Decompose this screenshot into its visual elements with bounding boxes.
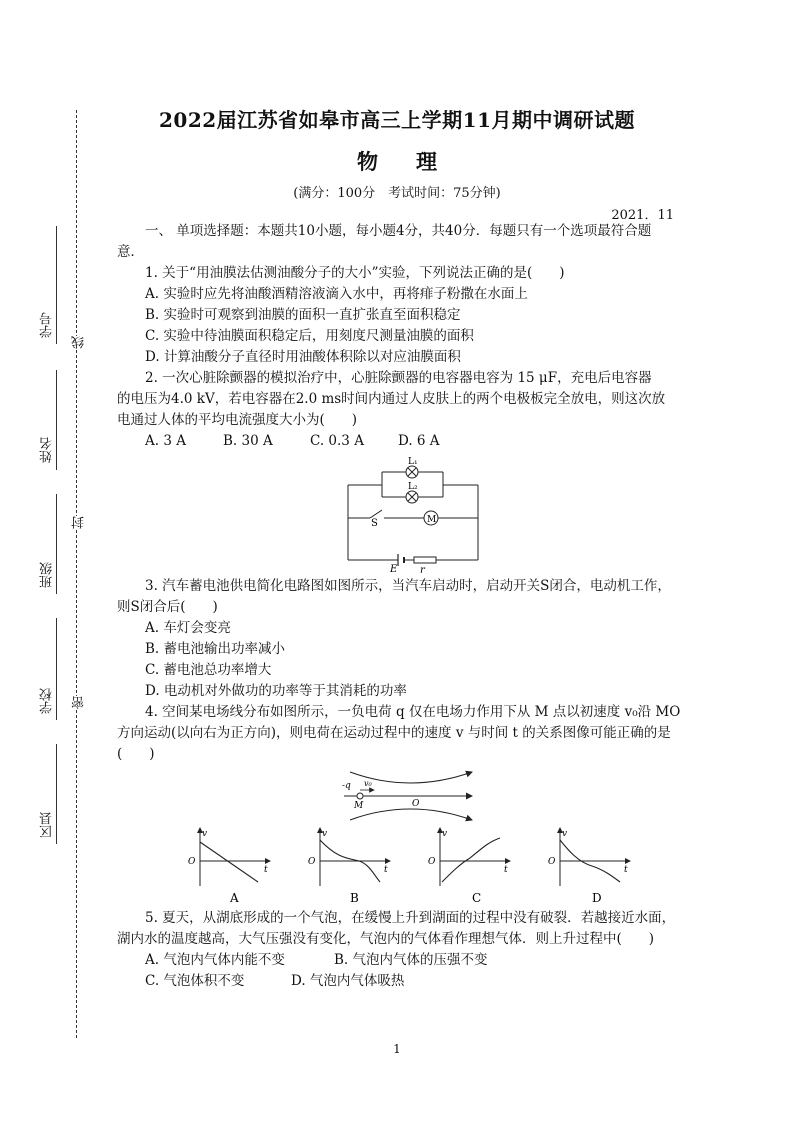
switch-label: S bbox=[371, 518, 378, 529]
circuit-diagram bbox=[340, 452, 490, 576]
graph-b-t-label: t bbox=[384, 865, 388, 875]
graph-d-origin: O bbox=[548, 857, 556, 867]
q5-option-a: A. 气泡内气体内能不变 bbox=[145, 952, 285, 968]
exam-title: 2022届江苏省如皋市高三上学期11月期中调研试题 bbox=[159, 108, 635, 132]
lamp-l1 bbox=[406, 466, 418, 478]
q2-option-c: C. 0.3 A bbox=[310, 433, 364, 449]
resistance-label: r bbox=[420, 565, 425, 576]
q1-stem: 1. 关于“用油膜法估测油酸分子的大小”实验，下列说法正确的是( ) bbox=[145, 265, 565, 281]
motor-label: M bbox=[427, 515, 437, 525]
q1-option-c: C. 实验中待油膜面积稳定后，用刻度尺测量油膜的面积 bbox=[145, 328, 474, 344]
q1-option-a: A. 实验时应先将油酸酒精溶液滴入水中，再将痱子粉撒在水面上 bbox=[145, 286, 528, 302]
field-line-bottom bbox=[350, 809, 472, 820]
q2-stem-line2: 的电压为4.0 kV，若电容器在2.0 ms时间内通过人皮肤上的两个电极板完全放电，则这次放 bbox=[117, 391, 666, 407]
graph-a-label: A bbox=[230, 891, 239, 905]
l1-label: L₁ bbox=[408, 457, 418, 467]
graph-c-curve bbox=[442, 838, 500, 882]
graph-b-v-label: v bbox=[322, 829, 328, 839]
exam-date: 2021．11 bbox=[611, 208, 674, 223]
binding-dashed-line bbox=[76, 110, 77, 1038]
class-label: 班级 bbox=[40, 562, 55, 588]
seal-mark-seal: 封 bbox=[72, 516, 87, 529]
q4-stem-line1: 4. 空间某电场线分布如图所示，一负电荷 q 仅在电场力作用下从 M 点以初速度 v₀沿 MO bbox=[145, 704, 681, 720]
graph-d-t-label: t bbox=[624, 865, 628, 875]
seal-mark-line: 线 bbox=[72, 336, 87, 349]
q3-option-d: D. 电动机对外做功的功率等于其消耗的功率 bbox=[145, 683, 407, 699]
q5-stem-line2: 湖内水的温度越高，大气压强没有变化，气泡内的气体看作理想气体．则上升过程中( ) bbox=[117, 931, 655, 947]
q2-stem-line3: 电通过人体的平均电流强度大小为( ) bbox=[117, 412, 358, 428]
l2-label: L₂ bbox=[408, 482, 418, 492]
q3-stem-line1: 3. 汽车蓄电池供电简化电路图如图所示，当汽车启动时，启动开关S闭合，电动机工作， bbox=[145, 578, 671, 594]
q5-option-d: D. 气泡内气体吸热 bbox=[291, 973, 405, 989]
q5-stem-line1: 5. 夏天，从湖底形成的一个气泡，在缓慢上升到湖面的过程中没有破裂．若越接近水面， bbox=[145, 910, 676, 926]
graph-d-label: D bbox=[592, 891, 602, 905]
section-heading-cont: 意． bbox=[117, 244, 144, 260]
q2-option-d: D. 6 A bbox=[398, 433, 440, 449]
q3-option-a: A. 车灯会变亮 bbox=[145, 620, 231, 636]
graph-c-v-label: v bbox=[442, 829, 448, 839]
district-field[interactable] bbox=[56, 744, 57, 844]
graph-d-v-label: v bbox=[562, 829, 568, 839]
q1-option-d: D. 计算油酸分子直径时用油酸体积除以对应油膜面积 bbox=[145, 349, 461, 365]
resistor-symbol bbox=[414, 557, 436, 563]
school-label: 学校 bbox=[40, 688, 55, 714]
student-id-label: 学号 bbox=[40, 312, 55, 338]
point-m-label: M bbox=[354, 801, 364, 811]
seal-mark-close: 密 bbox=[72, 696, 87, 709]
lamp-l2 bbox=[406, 491, 418, 503]
v0-label: v₀ bbox=[364, 779, 372, 788]
emf-label: E bbox=[390, 564, 398, 575]
graph-a-v-label: v bbox=[202, 829, 208, 839]
exam-subject: 物理 bbox=[357, 149, 475, 174]
graph-a bbox=[188, 828, 270, 905]
q4-stem-line3: ( ) bbox=[117, 746, 155, 762]
q4-stem-line2: 方向运动(以向右为正方向)，则电荷在运动过程中的速度 v 与时间 t 的关系图像可能正确的是 bbox=[117, 725, 671, 741]
charge-dot bbox=[357, 793, 363, 799]
page-number: 1 bbox=[393, 1042, 401, 1056]
graph-b bbox=[308, 828, 390, 905]
graph-b-label: B bbox=[350, 891, 359, 905]
graph-a-curve bbox=[200, 842, 258, 882]
q2-option-b: B. 30 A bbox=[223, 433, 273, 449]
q5-option-b: B. 气泡内气体的压强不变 bbox=[334, 952, 488, 968]
student-id-field[interactable] bbox=[56, 226, 57, 344]
q3-option-c: C. 蓄电池总功率增大 bbox=[145, 662, 272, 678]
graph-c-label: C bbox=[472, 891, 482, 905]
name-label: 姓名 bbox=[40, 437, 55, 463]
graph-c-t-label: t bbox=[504, 865, 508, 875]
name-field[interactable] bbox=[56, 370, 57, 470]
section-heading: 一、 单项选择题：本题共10小题，每小题4分，共40分．每题只有一个选项最符合题 bbox=[145, 223, 652, 239]
q1-option-b: B. 实验时可观察到油膜的面积一直扩张直至面积稳定 bbox=[145, 307, 461, 323]
class-field[interactable] bbox=[56, 494, 57, 594]
district-label: 区县 bbox=[40, 812, 55, 838]
q2-stem-line1: 2. 一次心脏除颤器的模拟治疗中，心脏除颤器的电容器电容为 15 μF，充电后电容器 bbox=[145, 370, 652, 386]
exam-meta: (满分：100分 考试时间：75分钟) bbox=[293, 186, 501, 201]
vt-graphs bbox=[180, 826, 650, 908]
graph-c bbox=[428, 828, 510, 905]
graph-b-origin: O bbox=[308, 857, 316, 867]
graph-d bbox=[548, 828, 630, 905]
q5-option-c: C. 气泡体积不变 bbox=[145, 973, 245, 989]
charge-label: -q bbox=[342, 781, 351, 791]
school-field[interactable] bbox=[56, 618, 57, 720]
point-o-label: O bbox=[412, 799, 420, 809]
graph-a-t-label: t bbox=[264, 865, 268, 875]
graph-a-origin: O bbox=[188, 857, 196, 867]
graph-c-origin: O bbox=[428, 857, 436, 867]
q3-option-b: B. 蓄电池输出功率减小 bbox=[145, 641, 286, 657]
q2-option-a: A. 3 A bbox=[145, 433, 186, 449]
q3-stem-line2: 则S闭合后( ) bbox=[117, 599, 218, 615]
electric-field-diagram bbox=[340, 764, 480, 826]
